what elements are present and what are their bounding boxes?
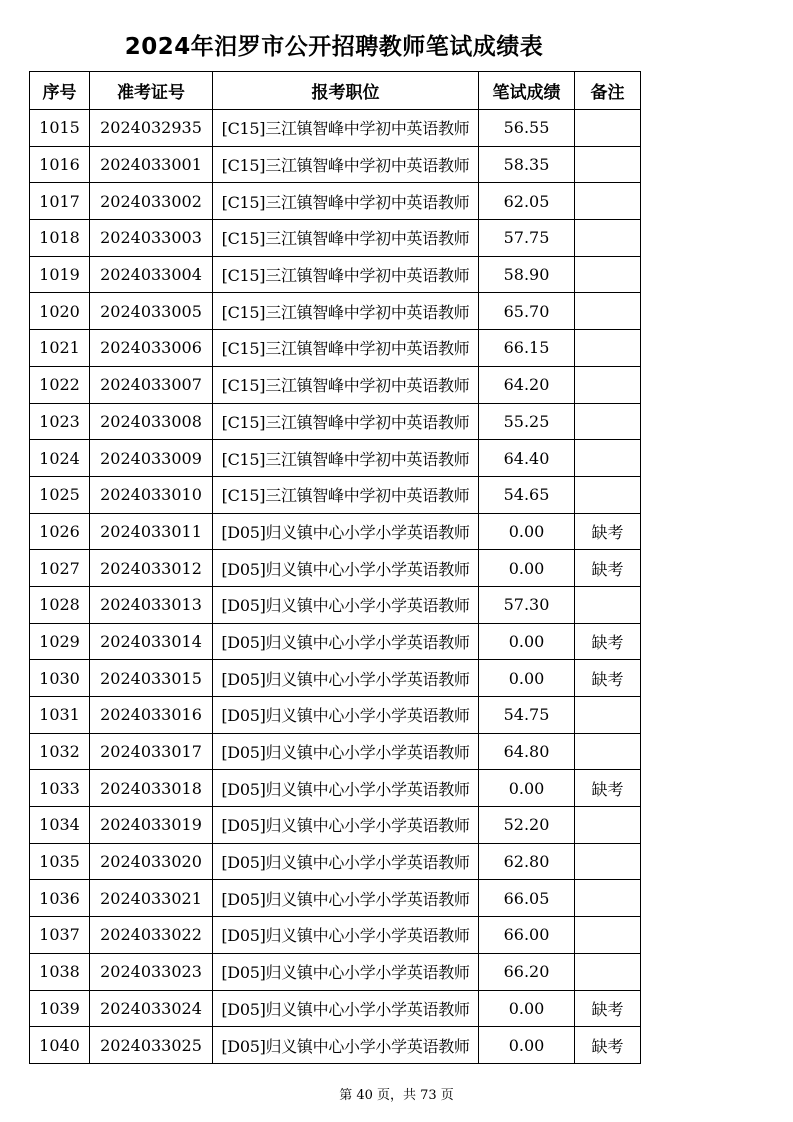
exam-id-cell: 2024033001 bbox=[90, 146, 213, 183]
score-cell: 58.35 bbox=[479, 146, 575, 183]
serial-cell: 1036 bbox=[30, 880, 90, 917]
remark-cell bbox=[575, 256, 641, 293]
table-row bbox=[30, 697, 641, 734]
exam-id-cell: 2024033023 bbox=[90, 953, 213, 990]
serial-cell: 1016 bbox=[30, 146, 90, 183]
score-cell: 0.00 bbox=[479, 513, 575, 550]
score-cell: 52.20 bbox=[479, 807, 575, 844]
exam-id-cell: 2024033012 bbox=[90, 550, 213, 587]
serial-cell: 1039 bbox=[30, 990, 90, 1027]
exam-id-cell: 2024033014 bbox=[90, 623, 213, 660]
header-exam-id: 准考证号 bbox=[90, 72, 213, 110]
table-row bbox=[30, 440, 641, 477]
remark-cell: 缺考 bbox=[575, 550, 641, 587]
position-cell: [C15]三江镇智峰中学初中英语教师 bbox=[213, 366, 479, 403]
table-row bbox=[30, 953, 641, 990]
exam-id-cell: 2024033006 bbox=[90, 330, 213, 367]
score-cell: 0.00 bbox=[479, 990, 575, 1027]
serial-cell: 1023 bbox=[30, 403, 90, 440]
serial-cell: 1037 bbox=[30, 917, 90, 954]
remark-cell bbox=[575, 146, 641, 183]
page-footer: 第 40 页，共 73 页 bbox=[339, 1088, 454, 1103]
score-cell: 66.05 bbox=[479, 880, 575, 917]
table-row bbox=[30, 586, 641, 623]
remark-cell bbox=[575, 220, 641, 257]
serial-cell: 1026 bbox=[30, 513, 90, 550]
serial-cell: 1030 bbox=[30, 660, 90, 697]
table-row bbox=[30, 733, 641, 770]
position-cell: [C15]三江镇智峰中学初中英语教师 bbox=[213, 146, 479, 183]
header-serial: 序号 bbox=[30, 72, 90, 110]
remark-cell bbox=[575, 880, 641, 917]
table-row bbox=[30, 403, 641, 440]
exam-id-cell: 2024033008 bbox=[90, 403, 213, 440]
position-cell: [D05]归义镇中心小学小学英语教师 bbox=[213, 917, 479, 954]
serial-cell: 1035 bbox=[30, 843, 90, 880]
serial-cell: 1033 bbox=[30, 770, 90, 807]
header-position: 报考职位 bbox=[213, 72, 479, 110]
serial-cell: 1032 bbox=[30, 733, 90, 770]
remark-cell bbox=[575, 843, 641, 880]
table-row bbox=[30, 110, 641, 147]
table-row bbox=[30, 330, 641, 367]
exam-id-cell: 2024033022 bbox=[90, 917, 213, 954]
table-row bbox=[30, 807, 641, 844]
table-row bbox=[30, 476, 641, 513]
table-row bbox=[30, 220, 641, 257]
score-cell: 0.00 bbox=[479, 550, 575, 587]
position-cell: [D05]归义镇中心小学小学英语教师 bbox=[213, 1027, 479, 1064]
position-cell: [D05]归义镇中心小学小学英语教师 bbox=[213, 843, 479, 880]
remark-cell bbox=[575, 366, 641, 403]
remark-cell: 缺考 bbox=[575, 770, 641, 807]
position-cell: [D05]归义镇中心小学小学英语教师 bbox=[213, 733, 479, 770]
exam-id-cell: 2024033021 bbox=[90, 880, 213, 917]
remark-cell: 缺考 bbox=[575, 990, 641, 1027]
exam-id-cell: 2024033010 bbox=[90, 476, 213, 513]
exam-id-cell: 2024033003 bbox=[90, 220, 213, 257]
score-cell: 66.20 bbox=[479, 953, 575, 990]
remark-cell bbox=[575, 440, 641, 477]
position-cell: [D05]归义镇中心小学小学英语教师 bbox=[213, 660, 479, 697]
table-row bbox=[30, 880, 641, 917]
remark-cell: 缺考 bbox=[575, 623, 641, 660]
serial-cell: 1022 bbox=[30, 366, 90, 403]
exam-id-cell: 2024033025 bbox=[90, 1027, 213, 1064]
position-cell: [C15]三江镇智峰中学初中英语教师 bbox=[213, 440, 479, 477]
position-cell: [D05]归义镇中心小学小学英语教师 bbox=[213, 770, 479, 807]
position-cell: [C15]三江镇智峰中学初中英语教师 bbox=[213, 403, 479, 440]
table-row bbox=[30, 623, 641, 660]
page-title: 2024年汨罗市公开招聘教师笔试成绩表 bbox=[124, 34, 544, 60]
exam-id-cell: 2024033013 bbox=[90, 586, 213, 623]
remark-cell: 缺考 bbox=[575, 660, 641, 697]
score-cell: 57.30 bbox=[479, 586, 575, 623]
exam-id-cell: 2024033016 bbox=[90, 697, 213, 734]
header-score: 笔试成绩 bbox=[479, 72, 575, 110]
exam-id-cell: 2024033004 bbox=[90, 256, 213, 293]
position-cell: [D05]归义镇中心小学小学英语教师 bbox=[213, 807, 479, 844]
score-cell: 66.15 bbox=[479, 330, 575, 367]
exam-id-cell: 2024033005 bbox=[90, 293, 213, 330]
position-cell: [C15]三江镇智峰中学初中英语教师 bbox=[213, 293, 479, 330]
header-remark: 备注 bbox=[575, 72, 641, 110]
score-table bbox=[29, 71, 641, 1064]
table-row bbox=[30, 256, 641, 293]
serial-cell: 1018 bbox=[30, 220, 90, 257]
remark-cell bbox=[575, 330, 641, 367]
position-cell: [C15]三江镇智峰中学初中英语教师 bbox=[213, 220, 479, 257]
position-cell: [D05]归义镇中心小学小学英语教师 bbox=[213, 623, 479, 660]
table-row bbox=[30, 843, 641, 880]
remark-cell bbox=[575, 110, 641, 147]
serial-cell: 1034 bbox=[30, 807, 90, 844]
table-row bbox=[30, 146, 641, 183]
serial-cell: 1027 bbox=[30, 550, 90, 587]
position-cell: [D05]归义镇中心小学小学英语教师 bbox=[213, 513, 479, 550]
score-cell: 62.05 bbox=[479, 183, 575, 220]
remark-cell: 缺考 bbox=[575, 513, 641, 550]
serial-cell: 1024 bbox=[30, 440, 90, 477]
table-row bbox=[30, 366, 641, 403]
table-body bbox=[30, 110, 641, 1064]
score-cell: 55.25 bbox=[479, 403, 575, 440]
score-cell: 0.00 bbox=[479, 1027, 575, 1064]
serial-cell: 1020 bbox=[30, 293, 90, 330]
serial-cell: 1015 bbox=[30, 110, 90, 147]
score-cell: 66.00 bbox=[479, 917, 575, 954]
remark-cell bbox=[575, 953, 641, 990]
position-cell: [D05]归义镇中心小学小学英语教师 bbox=[213, 953, 479, 990]
score-cell: 65.70 bbox=[479, 293, 575, 330]
remark-cell: 缺考 bbox=[575, 1027, 641, 1064]
exam-id-cell: 2024033019 bbox=[90, 807, 213, 844]
serial-cell: 1019 bbox=[30, 256, 90, 293]
exam-id-cell: 2024032935 bbox=[90, 110, 213, 147]
serial-cell: 1028 bbox=[30, 586, 90, 623]
table-row bbox=[30, 917, 641, 954]
serial-cell: 1021 bbox=[30, 330, 90, 367]
serial-cell: 1040 bbox=[30, 1027, 90, 1064]
exam-id-cell: 2024033024 bbox=[90, 990, 213, 1027]
score-cell: 64.40 bbox=[479, 440, 575, 477]
exam-id-cell: 2024033015 bbox=[90, 660, 213, 697]
position-cell: [C15]三江镇智峰中学初中英语教师 bbox=[213, 476, 479, 513]
table-row bbox=[30, 550, 641, 587]
remark-cell bbox=[575, 586, 641, 623]
table-row bbox=[30, 990, 641, 1027]
serial-cell: 1017 bbox=[30, 183, 90, 220]
position-cell: [C15]三江镇智峰中学初中英语教师 bbox=[213, 183, 479, 220]
score-cell: 62.80 bbox=[479, 843, 575, 880]
serial-cell: 1038 bbox=[30, 953, 90, 990]
remark-cell bbox=[575, 403, 641, 440]
score-cell: 0.00 bbox=[479, 770, 575, 807]
score-cell: 54.75 bbox=[479, 697, 575, 734]
position-cell: [C15]三江镇智峰中学初中英语教师 bbox=[213, 110, 479, 147]
score-cell: 56.55 bbox=[479, 110, 575, 147]
position-cell: [D05]归义镇中心小学小学英语教师 bbox=[213, 990, 479, 1027]
exam-id-cell: 2024033007 bbox=[90, 366, 213, 403]
remark-cell bbox=[575, 183, 641, 220]
remark-cell bbox=[575, 697, 641, 734]
score-cell: 0.00 bbox=[479, 623, 575, 660]
position-cell: [D05]归义镇中心小学小学英语教师 bbox=[213, 586, 479, 623]
remark-cell bbox=[575, 733, 641, 770]
exam-id-cell: 2024033017 bbox=[90, 733, 213, 770]
exam-id-cell: 2024033011 bbox=[90, 513, 213, 550]
remark-cell bbox=[575, 293, 641, 330]
score-cell: 58.90 bbox=[479, 256, 575, 293]
exam-id-cell: 2024033002 bbox=[90, 183, 213, 220]
position-cell: [D05]归义镇中心小学小学英语教师 bbox=[213, 550, 479, 587]
exam-id-cell: 2024033018 bbox=[90, 770, 213, 807]
position-cell: [C15]三江镇智峰中学初中英语教师 bbox=[213, 256, 479, 293]
table-row bbox=[30, 513, 641, 550]
score-cell: 64.80 bbox=[479, 733, 575, 770]
position-cell: [D05]归义镇中心小学小学英语教师 bbox=[213, 880, 479, 917]
table-header-row bbox=[30, 72, 641, 110]
serial-cell: 1031 bbox=[30, 697, 90, 734]
remark-cell bbox=[575, 917, 641, 954]
table-row bbox=[30, 183, 641, 220]
remark-cell bbox=[575, 476, 641, 513]
table-row bbox=[30, 293, 641, 330]
table-row bbox=[30, 770, 641, 807]
score-cell: 54.65 bbox=[479, 476, 575, 513]
exam-id-cell: 2024033020 bbox=[90, 843, 213, 880]
position-cell: [C15]三江镇智峰中学初中英语教师 bbox=[213, 330, 479, 367]
position-cell: [D05]归义镇中心小学小学英语教师 bbox=[213, 697, 479, 734]
score-cell: 57.75 bbox=[479, 220, 575, 257]
remark-cell bbox=[575, 807, 641, 844]
table-row bbox=[30, 1027, 641, 1064]
score-cell: 64.20 bbox=[479, 366, 575, 403]
exam-id-cell: 2024033009 bbox=[90, 440, 213, 477]
table-row bbox=[30, 660, 641, 697]
score-cell: 0.00 bbox=[479, 660, 575, 697]
serial-cell: 1029 bbox=[30, 623, 90, 660]
serial-cell: 1025 bbox=[30, 476, 90, 513]
